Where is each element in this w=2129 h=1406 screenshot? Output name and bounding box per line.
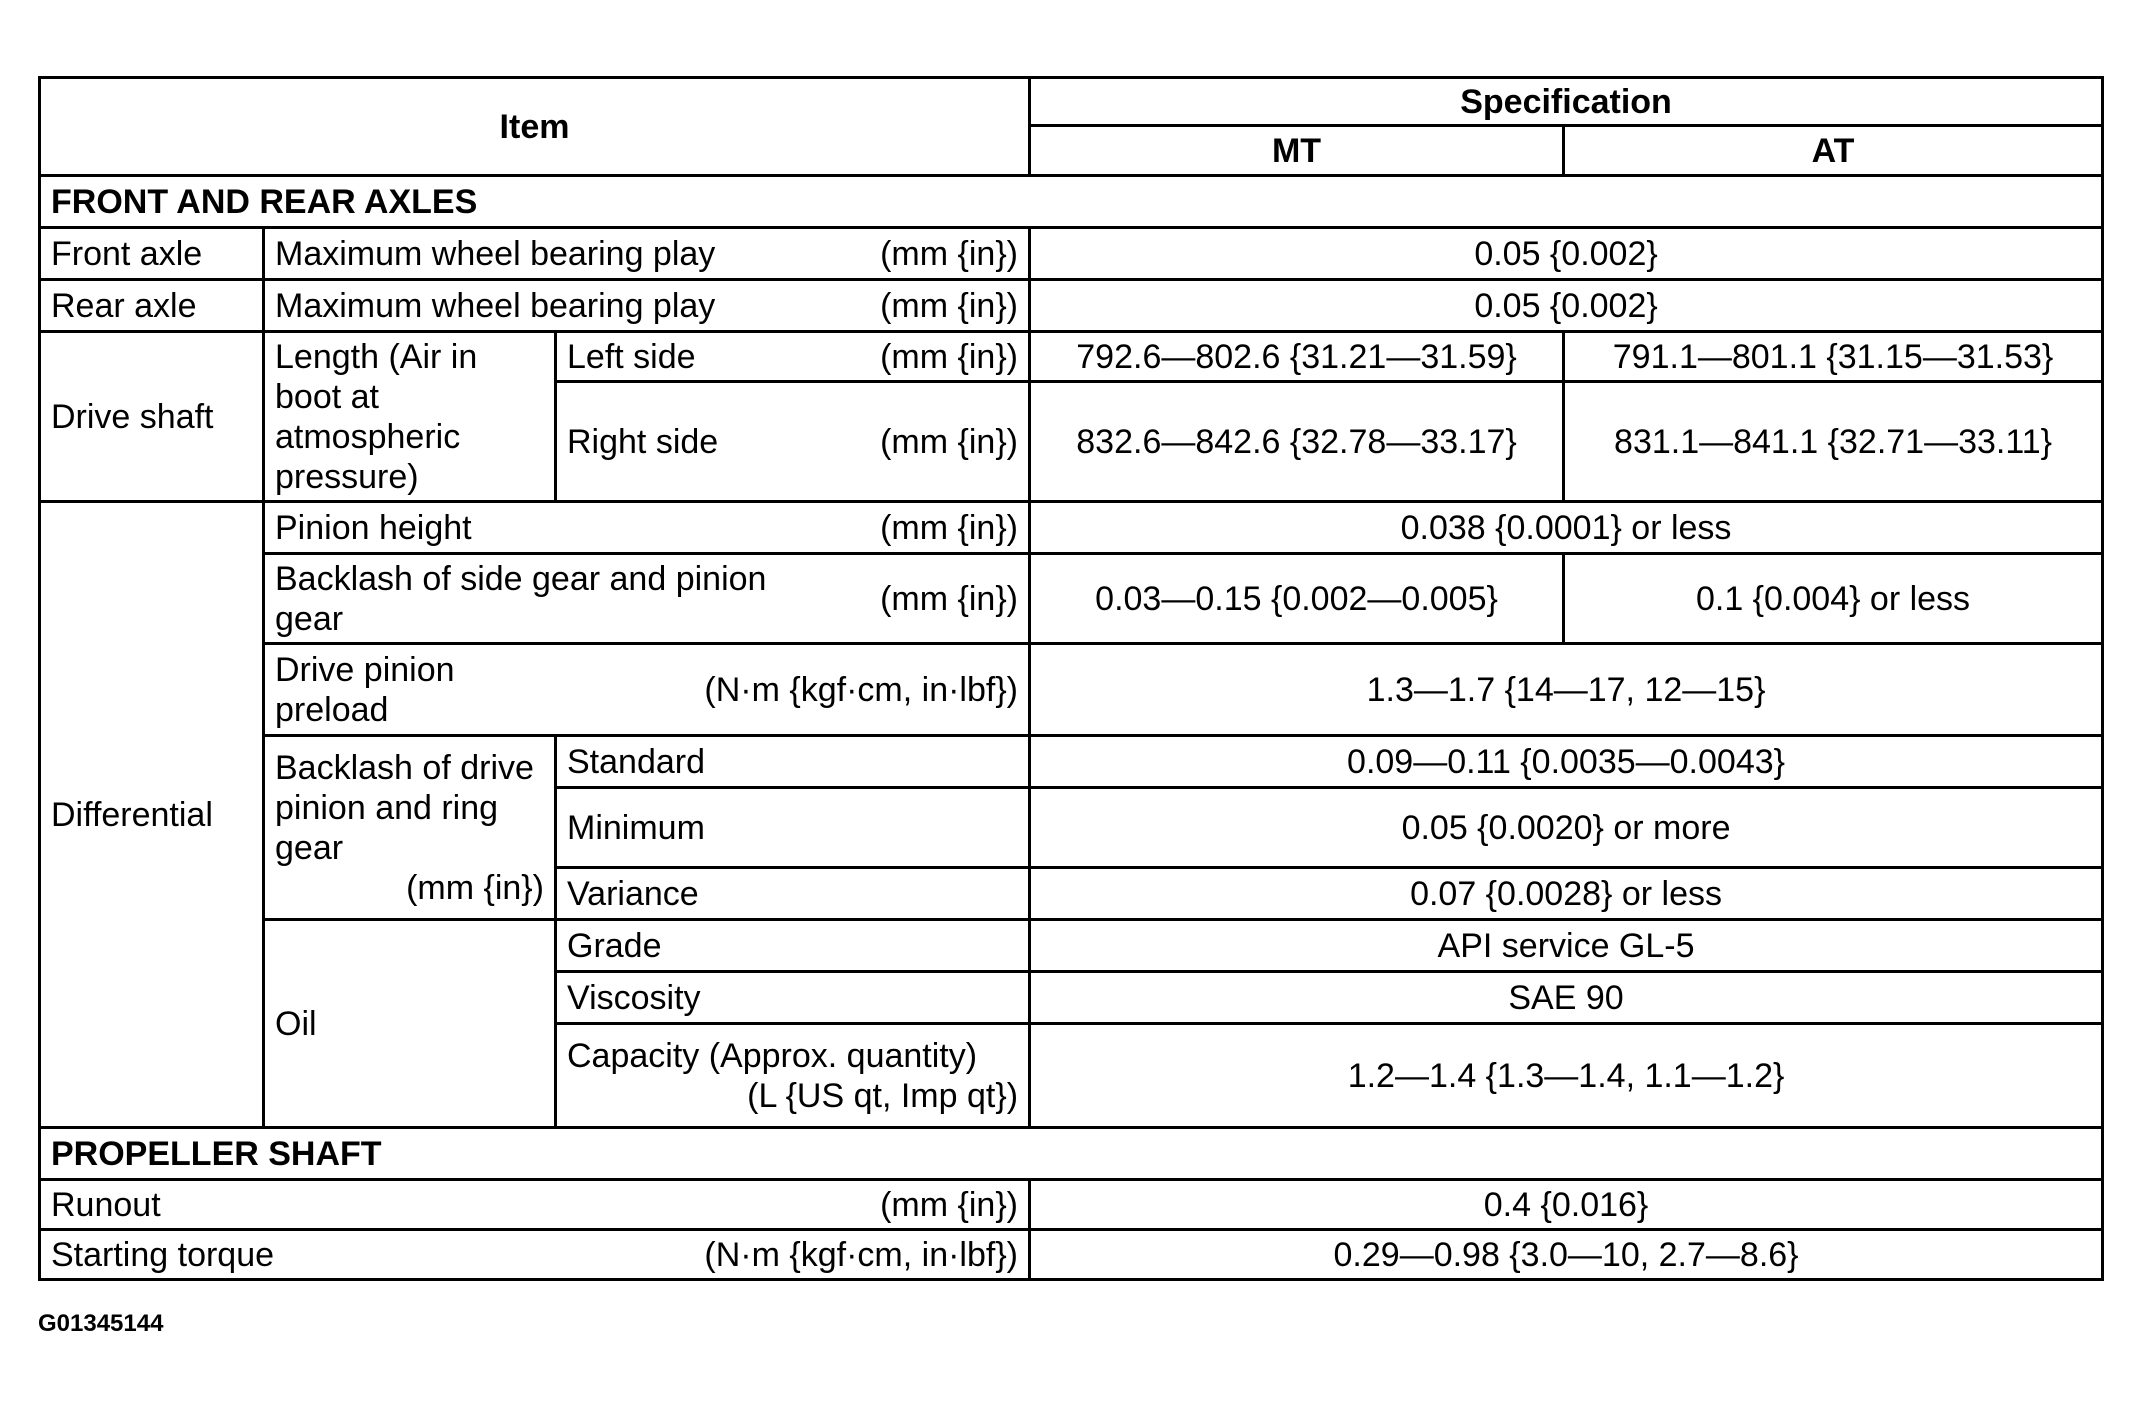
minimum-label: Minimum [556, 788, 1030, 868]
unit-text: (mm {in}) [880, 337, 1019, 376]
unit-text: (N·m {kgf·cm, in·lbf}) [704, 1235, 1019, 1274]
value-right-mt: 832.6—842.6 {32.78—33.17} [1030, 382, 1564, 502]
item-text: Maximum wheel bearing play [275, 234, 716, 273]
unit-text: (mm {in}) [880, 286, 1019, 325]
table-row [40, 280, 2103, 332]
value-backlash-side-mt: 0.03—0.15 {0.002—0.005} [1030, 554, 1564, 644]
value-drive-preload: 1.3—1.7 {14—17, 12—15} [1030, 644, 2103, 736]
table-row [40, 644, 2103, 736]
value-grade: API service GL-5 [1030, 920, 2103, 972]
item-cell [264, 280, 1030, 332]
item-cell [264, 644, 1030, 736]
capacity-label: Capacity (Approx. quantity) [567, 1036, 978, 1075]
right-side-label: Right side [567, 422, 719, 461]
unit-text: (mm {in}) [880, 1185, 1019, 1224]
value-variance: 0.07 {0.0028} or less [1030, 868, 2103, 920]
value-viscosity: SAE 90 [1030, 972, 2103, 1024]
viscosity-label: Viscosity [556, 972, 1030, 1024]
item-cell [264, 228, 1030, 280]
backlash-drive-cell [264, 736, 556, 920]
capacity-cell [556, 1024, 1030, 1128]
header-specification: Specification [1030, 78, 2103, 126]
row-label-differential: Differential [40, 502, 264, 1128]
row-label-front-axle: Front axle [40, 228, 264, 280]
value-left-mt: 792.6—802.6 {31.21—31.59} [1030, 332, 1564, 382]
item-cell [264, 554, 1030, 644]
left-side-label: Left side [567, 337, 696, 376]
value-pinion-height: 0.038 {0.0001} or less [1030, 502, 2103, 554]
unit-text: (N·m {kgf·cm, in·lbf}) [704, 670, 1019, 709]
row-label-rear-axle: Rear axle [40, 280, 264, 332]
table-row [40, 228, 2103, 280]
value-capacity: 1.2—1.4 {1.3—1.4, 1.1—1.2} [1030, 1024, 2103, 1128]
item-text: Backlash of drive pinion and ring gear [275, 748, 534, 867]
row-label-drive-shaft: Drive shaft [40, 332, 264, 502]
value-backlash-side-at: 0.1 {0.004} or less [1564, 554, 2103, 644]
specification-table [38, 76, 2104, 1281]
item-text: Maximum wheel bearing play [275, 286, 716, 325]
item-cell [556, 332, 1030, 382]
item-cell [40, 1180, 1030, 1230]
item-cell [556, 382, 1030, 502]
table-row [40, 332, 2103, 382]
runout-label: Runout [51, 1185, 161, 1224]
variance-label: Variance [556, 868, 1030, 920]
unit-text: (mm {in}) [880, 234, 1019, 273]
unit-text: (L {US qt, Imp qt}) [747, 1076, 1019, 1115]
oil-label: Oil [264, 920, 556, 1128]
value-minimum: 0.05 {0.0020} or more [1030, 788, 2103, 868]
unit-text: (mm {in}) [880, 579, 1019, 618]
unit-text: (mm {in}) [880, 508, 1019, 547]
figure-id: G01345144 [38, 1310, 164, 1337]
item-cell [40, 1230, 1030, 1280]
unit-text: (mm {in}) [880, 422, 1019, 461]
header-item: Item [40, 78, 1030, 176]
value-right-at: 831.1—841.1 {32.71—33.11} [1564, 382, 2103, 502]
table-row [40, 502, 2103, 554]
value-starting-torque: 0.29—0.98 {3.0—10, 2.7—8.6} [1030, 1230, 2103, 1280]
grade-label: Grade [556, 920, 1030, 972]
standard-label: Standard [556, 736, 1030, 788]
section-propeller-shaft: PROPELLER SHAFT [40, 1128, 2103, 1180]
item-text: Backlash of side gear and pinion gear [275, 559, 767, 638]
starting-torque-label: Starting torque [51, 1235, 275, 1274]
table-row [40, 1180, 2103, 1230]
value-rear-axle: 0.05 {0.002} [1030, 280, 2103, 332]
table-row [40, 1230, 2103, 1280]
drive-shaft-length: Length (Air in boot at atmospheric pressure) [264, 332, 556, 502]
header-mt: MT [1030, 126, 1564, 176]
header-at: AT [1564, 126, 2103, 176]
item-text: Pinion height [275, 508, 472, 547]
table-row [40, 920, 2103, 972]
value-left-at: 791.1—801.1 {31.15—31.53} [1564, 332, 2103, 382]
table-row [40, 554, 2103, 644]
section-front-rear-axles: FRONT AND REAR AXLES [40, 176, 2103, 228]
table-row [40, 736, 2103, 788]
unit-text: (mm {in}) [406, 868, 544, 907]
value-front-axle: 0.05 {0.002} [1030, 228, 2103, 280]
item-text: Drive pinion preload [275, 650, 455, 729]
value-standard: 0.09—0.11 {0.0035—0.0043} [1030, 736, 2103, 788]
item-cell [264, 502, 1030, 554]
value-runout: 0.4 {0.016} [1030, 1180, 2103, 1230]
